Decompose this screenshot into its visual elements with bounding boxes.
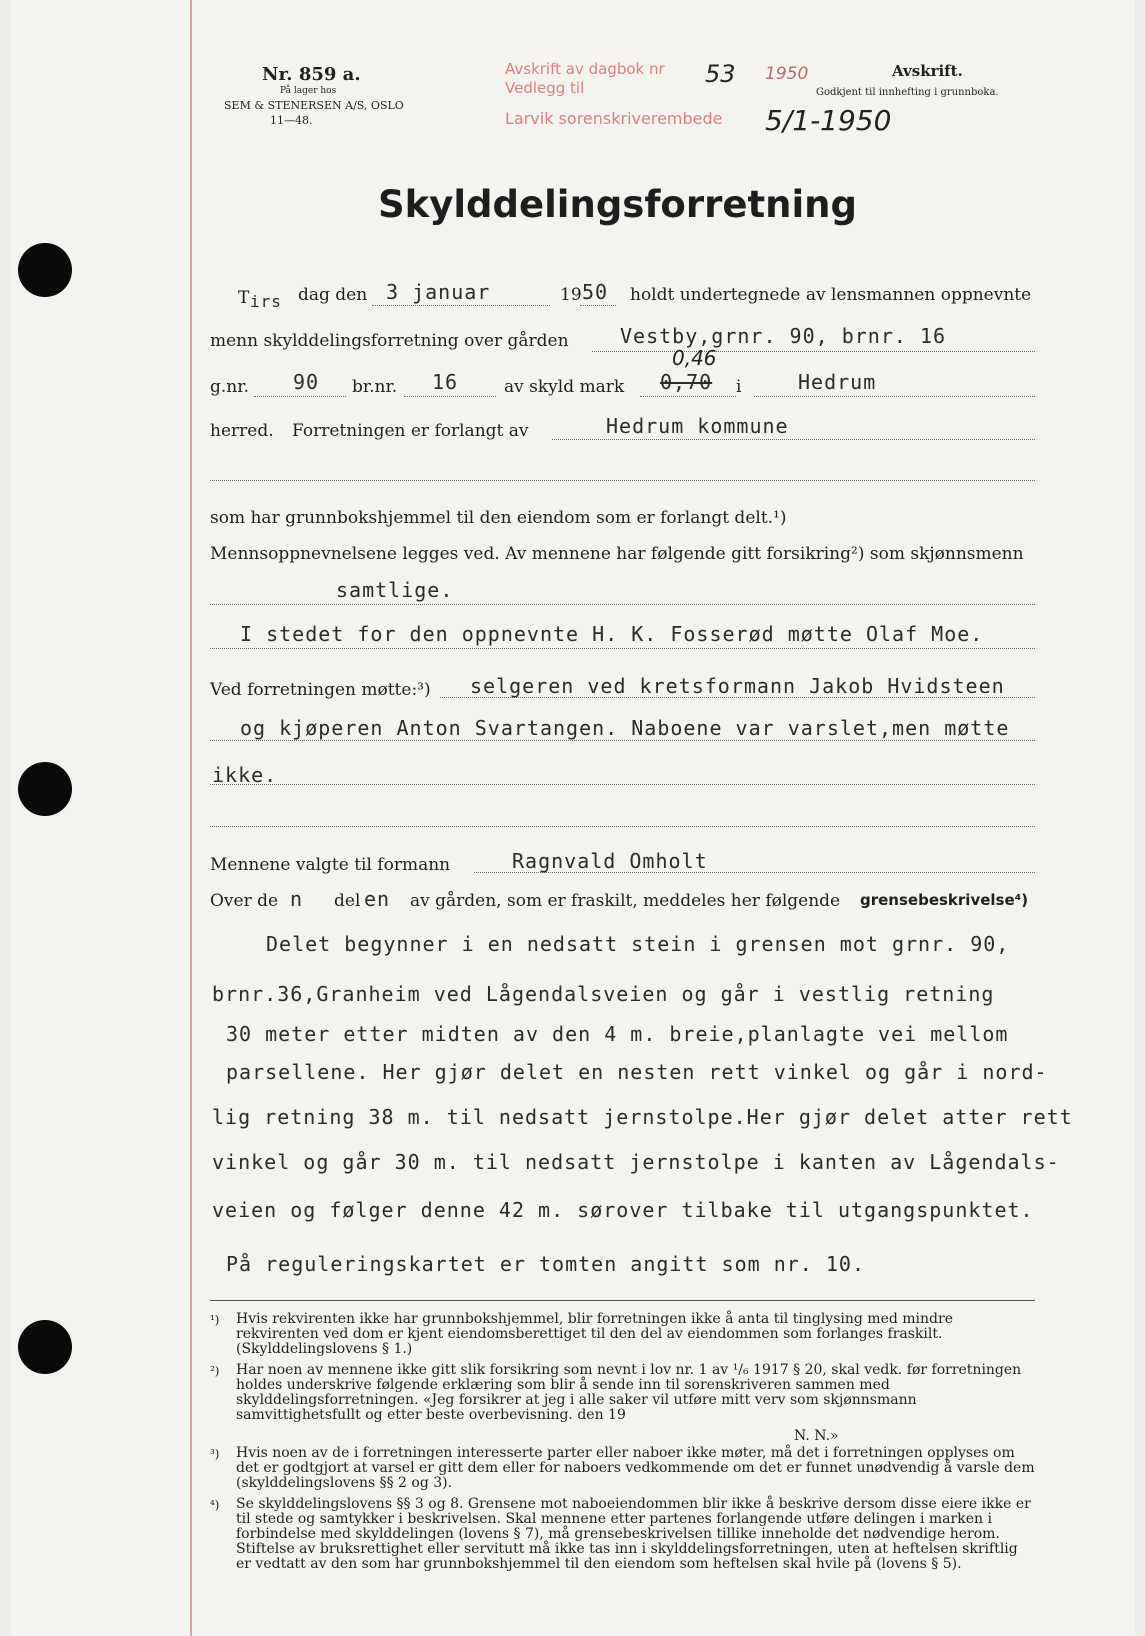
godkjent-note: Godkjent til innhefting i grunnboka. [816,87,999,98]
description-line-4: parsellene. Her gjør delet en nesten rett vinkel og går i nord- [226,1060,1048,1084]
delen-label: del [334,891,361,911]
punch-hole-top [18,243,72,297]
blank-line [210,480,1035,481]
dag-den-label: dag den [298,285,368,305]
over-n: n [290,887,304,911]
motte-line1: selgeren ved kretsformann Jakob Hvidsteen [470,674,1005,698]
dagbok-year: 1950 [765,64,809,84]
punch-hole-bottom [18,1320,72,1374]
hjemmel-text: som har grunnbokshjemmel til den eiendom som er forlangt delt.¹) [210,508,787,528]
stamp-line1: Avskrift av dagbok nr [505,60,665,78]
footnote-3-mark: ³) [210,1447,220,1461]
forsikring-value: samtlige. [336,578,454,602]
footnote-1-text: Hvis rekvirenten ikke har grunnbokshjemmel, blir forretningen ikke å anta til tinglysing med mindre rekvirenten ved dom er kjent eiendomsberettiget til den del av eiendommen som forlanges fraskilt. (Skylddelingslovens § 1.) [236,1311,953,1357]
publisher-line3: 11—48. [270,114,313,127]
brnr-value: 16 [432,370,459,394]
replacement-text: I stedet for den oppnevnte H. K. Fosserød møtte Olaf Moe. [240,622,984,646]
formann-label: Mennene valgte til formann [210,855,451,875]
skyld-new-value: 0,46 [672,346,717,370]
footnote-2-signature: N. N.» [794,1428,839,1444]
punch-hole-middle [18,762,72,816]
regulering-text: På reguleringskartet er tomten angitt som nr. 10. [226,1252,866,1276]
footnote-1-mark: ¹) [210,1313,220,1327]
footnote-2-mark: ²) [210,1364,220,1378]
footnote-4-mark: ⁴) [210,1498,220,1512]
stamp-line3: Larvik sorenskriverembede [505,109,723,128]
publisher-line2: SEM & STENERSEN A/S, OSLO [224,99,404,112]
footnote-4-text: Se skylddelingslovens §§ 3 og 8. Grensene mot naboeiendommen blir ikke å beskrive dersom disse eiere ikke er til stede og samtykker i beskrivelsen. Skal mennene etter partenes forlangende utføre delingen i marken i forbindelse med skylddelingen (lovens § 7), må grensebeskrivelsen tillike inneholde det nødvendige herom. Stiftelse av bruksrettighet eller servitutt må ikke tas inn i skylddelingsforretningen, uten at heftelsen skriftlig er vedtatt av den som har grunnbokshjemmel til den eiendom som heftelsen skal hvile på (lovens § 5). [236,1496,1031,1572]
footnote-2-text: Har noen av mennene ikke gitt slik forsikring som nevnt i lov nr. 1 av ¹/₆ 1917 § 20, skal vedk. før forretningen holdes underskrive følgende erklæring som blir å sende inn til sorenskriveren sammen med skylddelingsforretningen. «Jeg forsikrer at jeg i alle saker vil utføre mitt verv som skjønnsmann samvittighetsfullt og etter beste overbevisning. den 19 [236,1362,1022,1423]
avskrift-label: Avskrift. [892,62,963,80]
footnote-separator [210,1300,1035,1301]
motte-label: Ved forretningen møtte:³) [210,680,431,700]
description-line-7: veien og følger denne 42 m. sørover tilbake til utgangspunktet. [212,1198,1034,1222]
over-rest: av gården, som er fraskilt, meddeles her følgende [410,891,841,911]
municipality-value: Hedrum [798,370,877,394]
grense-label: grensebeskrivelse⁴) [860,891,1029,909]
year-prefix: 19 [560,285,582,305]
day-typed: irs [250,292,282,311]
formann-value: Ragnvald Omholt [512,849,708,873]
form-number: Nr. 859 a. [262,64,361,85]
over-de-label: Over de [210,891,279,911]
motte-line3: ikke. [212,763,278,787]
delen-typed: en [364,887,391,911]
dagbok-number: 53 [705,60,736,88]
herred-label: herred. [210,421,274,441]
description-line-3: 30 meter etter midten av den 4 m. breie,planlagte vei mellom [226,1022,1009,1046]
description-line-6: vinkel og går 30 m. til nedsatt jernstolpe i kanten av Lågendals- [212,1150,1060,1174]
description-line-1: Delet begynner i en nedsatt stein i grensen mot grnr. 90, [266,932,1010,956]
gnr-value: 90 [293,370,320,394]
red-margin-line [190,0,192,1636]
description-line-2: brnr.36,Granheim ved Lågendalsveien og går i vestlig retning [212,982,995,1006]
day-prefix: T [238,288,250,308]
gnr-label: g.nr. [210,377,249,397]
i-label: i [736,377,742,397]
line2-text: menn skylddelingsforretning over gården [210,331,569,351]
line1-rest: holdt undertegnede av lensmannen oppnevnte [630,285,1032,305]
date-day: 3 januar [386,280,491,304]
stamp-date: 5/1-1950 [765,104,892,137]
description-line-5: lig retning 38 m. til nedsatt jernstolpe.Her gjør delet atter rett [212,1105,1073,1129]
motte-line2: og kjøperen Anton Svartangen. Naboene var varslet,men møtte [240,716,1010,740]
forlangt-value: Hedrum kommune [606,414,789,438]
farm-value: Vestby,grnr. 90, brnr. 16 [620,324,947,348]
brnr-label: br.nr. [352,377,398,397]
menns-text: Mennsoppnevnelsene legges ved. Av mennene har følgende gitt forsikring²) som skjønnsmenn [210,544,1024,564]
document-title: Skylddelingsforretning [378,183,857,226]
skyld-label: av skyld mark [504,377,625,397]
forlangt-label: Forretningen er forlangt av [292,421,529,441]
year-suffix: 50 [582,280,609,304]
stamp-line2: Vedlegg til [505,79,585,97]
publisher-line1: På lager hos [280,86,337,96]
skyld-old-value: 0,70 [660,370,713,394]
footnote-3-text: Hvis noen av de i forretningen interesserte parter eller naboer ikke møter, må det i forretningen opplyses om det er godtgjort at varsel er gitt dem eller for naboers vedkommende om det er funnet unødvendig å varsle dem (skylddelingslovens §§ 2 og 3). [236,1445,1035,1491]
